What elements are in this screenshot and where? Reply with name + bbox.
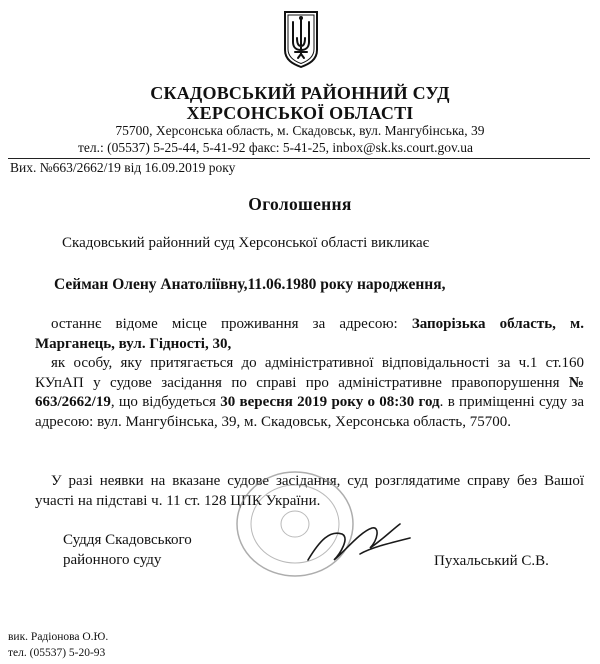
summoned-person: Сейман Олену Анатоліївну,11.06.1980 року народження, [54,276,446,293]
hearing-date: 30 вересня 2019 року о 08:30 год [220,394,440,410]
court-name-line2: ХЕРСОНСЬКОЇ ОБЛАСТІ [186,103,414,123]
residence-prefix: останнє відоме місце проживання за адресою: [51,316,412,332]
header-divider [8,158,590,159]
outgoing-number: Вих. №663/2662/19 від 16.09.2019 року [10,160,236,175]
executor-phone: тел. (05537) 5-20-93 [8,647,106,659]
hearing-text-c: . в приміщенні суду за адресою: вул. Мангубінська, 39, м. Скадовськ, Херсонська область, 75700. [35,394,584,430]
executor-note: вик. Радіонова О.Ю. [8,631,109,643]
hearing-text-b: , що відбудеться [110,394,221,410]
residence-address: Запорізька область, м. Марганець, вул. Гідності, 30, [35,316,584,352]
hearing-text-a: як особу, яку притягається до адміністративної відповідальності за ч.1 ст.160 КУпАП у судове засідання по справі про адміністративне правопорушення [35,355,584,391]
summons-body [35,315,584,432]
residence-paragraph [35,315,584,354]
judge-name: Пухальський С.В. [434,553,549,569]
intro-text: Скадовський районний суд Херсонської області викликає [62,235,430,251]
judge-signature [300,510,420,580]
court-name-line1: СКАДОВСЬКИЙ РАЙОННИЙ СУД [150,83,450,103]
judge-position-line1: Суддя Скадовського [63,532,192,548]
court-contacts: тел.: (05537) 5-25-44, 5-41-92 факс: 5-41-25, inbox@sk.ks.court.gov.ua [78,140,473,155]
hearing-paragraph [35,354,584,432]
document-title: Оголошення [248,194,352,214]
court-address: 75700, Херсонська область, м. Скадовськ, вул. Мангубінська, 39 [115,123,485,138]
absence-notice: У разі неявки на вказане судове засідання, суд розглядатиме справу без Вашої участі на підставі ч. 11 ст. 128 ЦПК України. [35,473,584,509]
trident-emblem-icon [281,8,321,68]
judge-position-line2: районного суду [63,552,162,568]
case-number: № 663/2662/19 [35,374,584,410]
